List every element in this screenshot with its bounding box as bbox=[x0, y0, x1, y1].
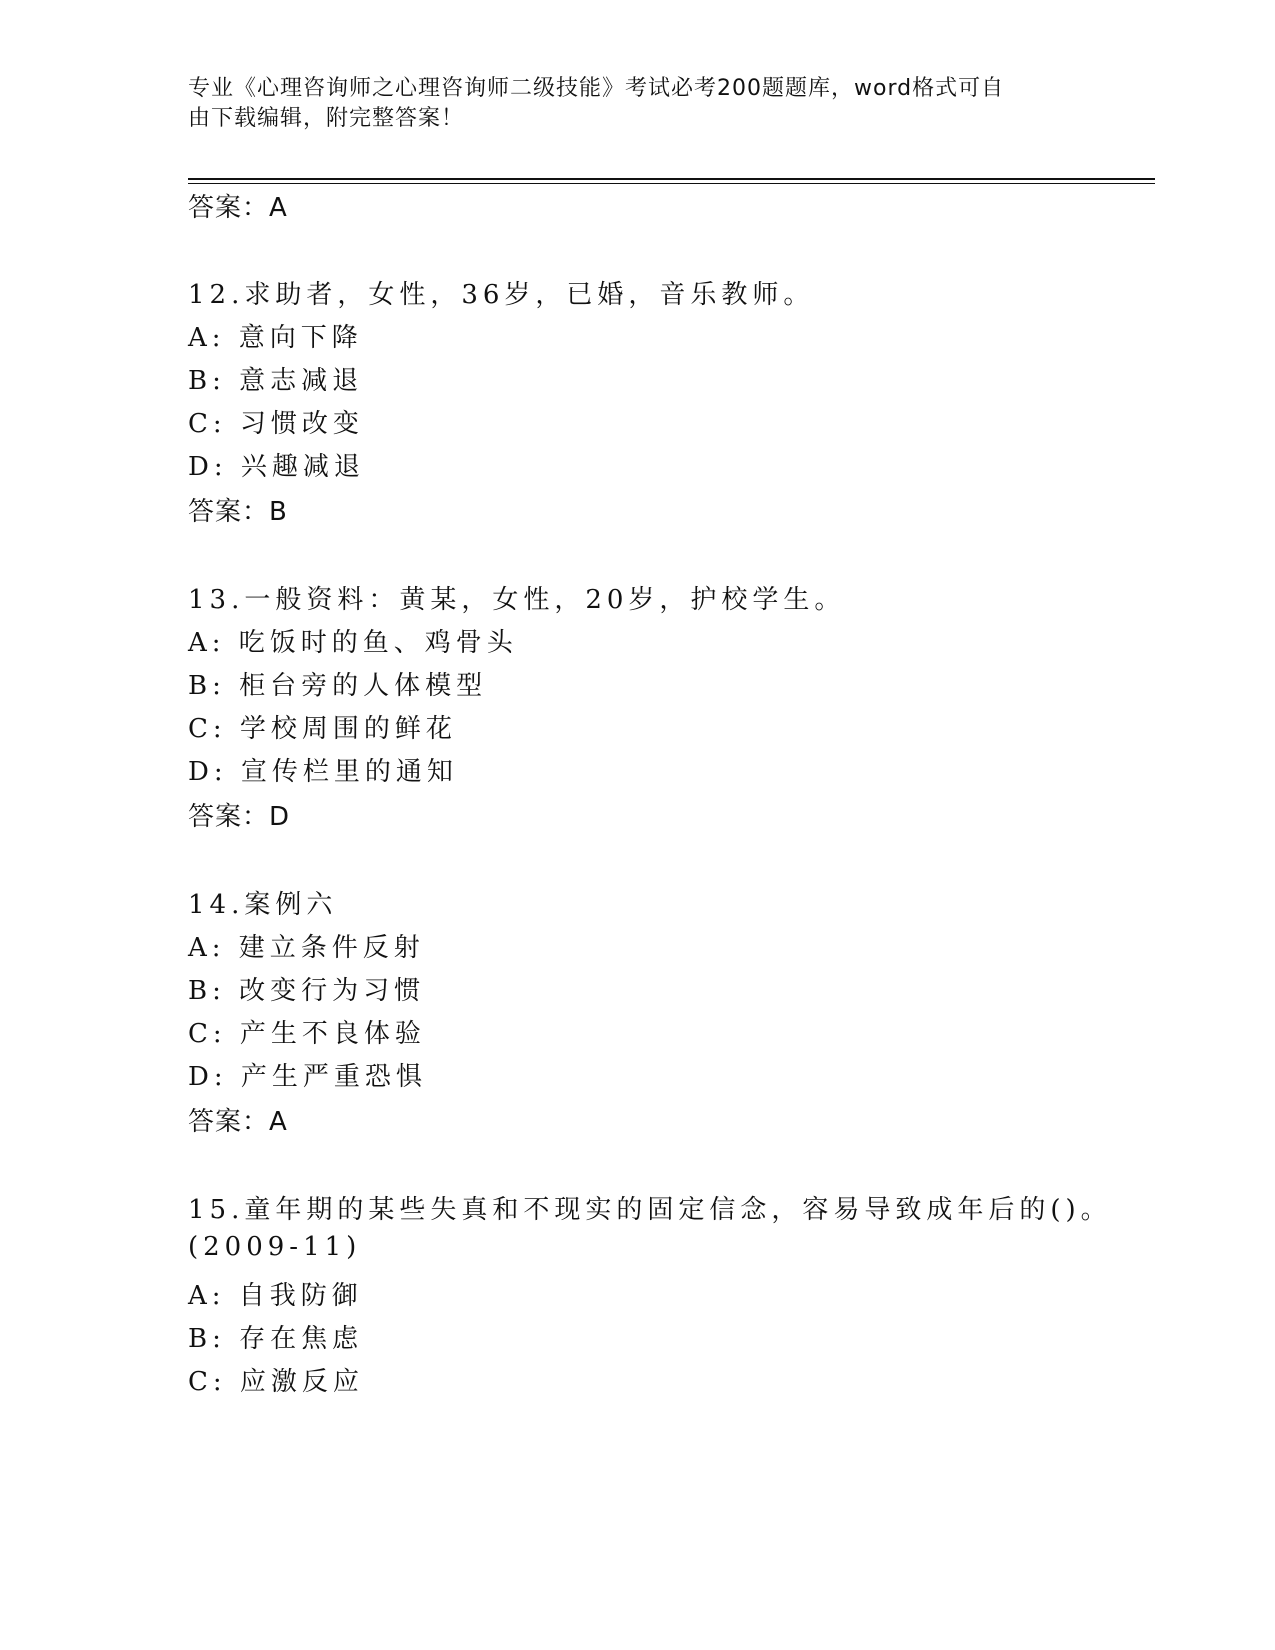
header-divider-thick bbox=[188, 178, 1155, 180]
option-c: C: 产生不良体验 bbox=[188, 1019, 426, 1049]
option-b: B: 存在焦虑 bbox=[188, 1324, 364, 1354]
option-d: D: 宣传栏里的通知 bbox=[188, 757, 458, 787]
option-c: C: 学校周围的鲜花 bbox=[188, 714, 457, 744]
option-b: B: 柜台旁的人体模型 bbox=[188, 671, 488, 701]
option-a: A: 自我防御 bbox=[188, 1281, 363, 1311]
question-stem: 14.案例六 bbox=[188, 890, 338, 920]
header-line-1: 专业《心理咨询师之心理咨询师二级技能》考试必考200题题库，word格式可自 bbox=[188, 76, 1005, 101]
option-b: B: 意志减退 bbox=[188, 366, 364, 396]
option-d: D: 产生严重恐惧 bbox=[188, 1062, 427, 1092]
answer-line: 答案：A bbox=[188, 1107, 288, 1137]
answer-line: 答案：B bbox=[188, 497, 288, 527]
option-a: A: 建立条件反射 bbox=[188, 933, 425, 963]
option-c: C: 习惯改变 bbox=[188, 409, 364, 439]
question-stem: 15.童年期的某些失真和不现实的固定信念，容易导致成年后的()。 bbox=[188, 1195, 1112, 1225]
answer-line: 答案：D bbox=[188, 802, 291, 832]
option-c: C: 应激反应 bbox=[188, 1367, 364, 1397]
question-stem-continued: (2009-11) bbox=[188, 1232, 362, 1262]
question-stem: 13.一般资料：黄某，女性，20岁，护校学生。 bbox=[188, 585, 846, 615]
header-line-2: 由下载编辑，附完整答案！ bbox=[188, 106, 465, 131]
document-header bbox=[188, 74, 1068, 134]
option-b: B: 改变行为习惯 bbox=[188, 976, 426, 1006]
answer-line: 答案：A bbox=[188, 193, 288, 223]
option-a: A: 吃饭时的鱼、鸡骨头 bbox=[188, 628, 518, 658]
option-d: D: 兴趣减退 bbox=[188, 452, 365, 482]
option-a: A: 意向下降 bbox=[188, 323, 363, 353]
header-divider-thin bbox=[188, 183, 1155, 184]
question-stem: 12.求助者，女性，36岁，已婚，音乐教师。 bbox=[188, 280, 815, 310]
